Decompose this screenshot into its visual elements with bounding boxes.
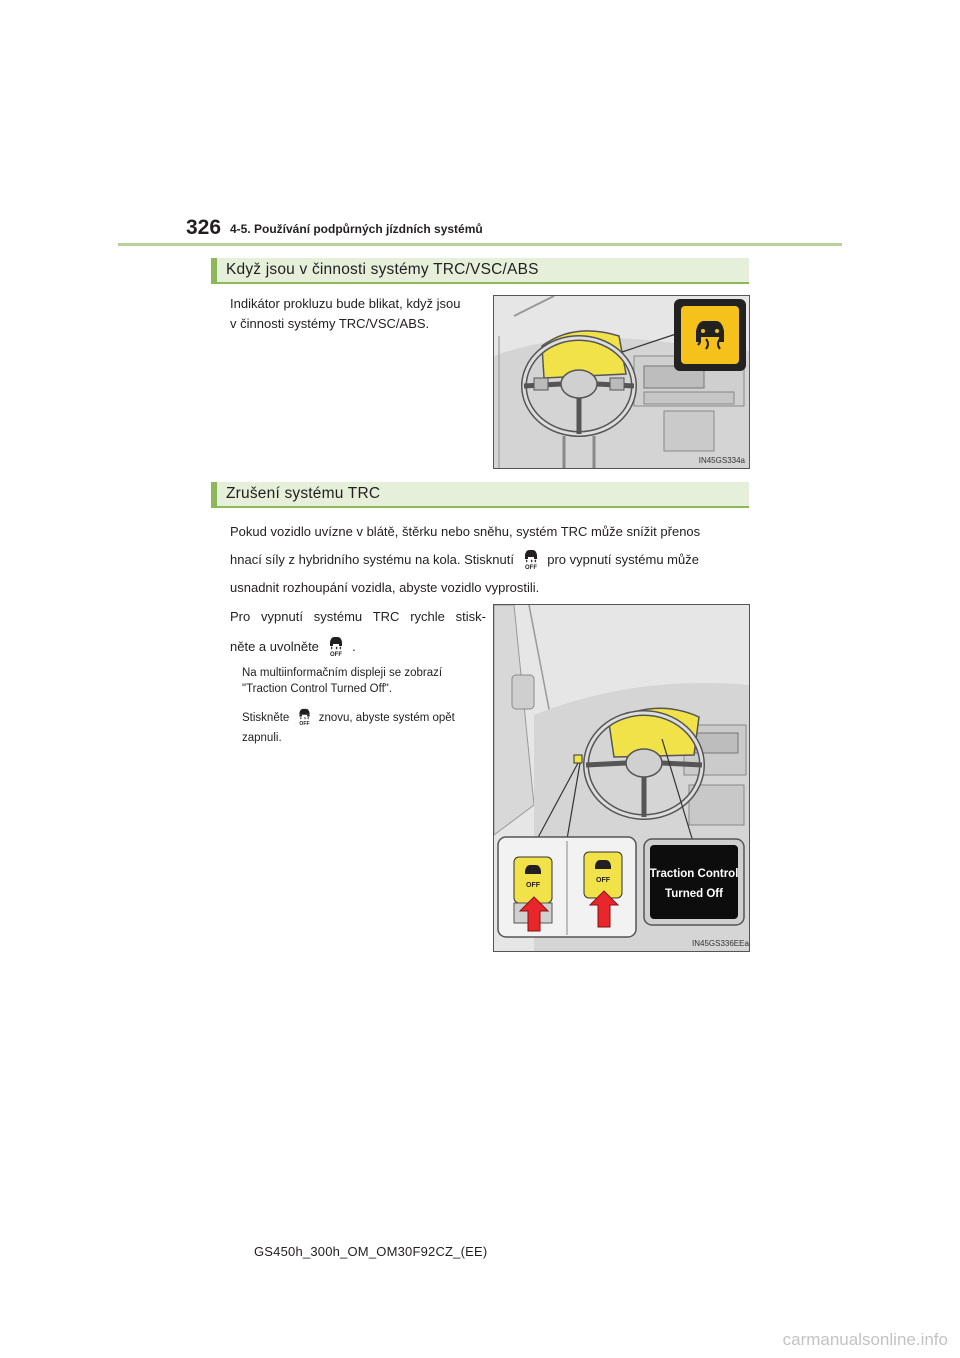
svg-text:OFF: OFF [526,882,540,889]
figure-code: IN45GS336EEa [692,939,749,948]
header-divider [118,243,842,246]
section-heading-text: Zrušení systému TRC [226,485,381,502]
figure-trc-off-procedure [493,604,750,952]
display-message-line1: Traction Control [649,868,739,880]
section2-paragraph-2: Pro vypnutí systému TRC rychle stisk- něte a uvolněte OFF . [230,609,486,657]
vsc-off-button-icon [521,548,541,570]
display-message-line2: Turned Off [665,888,723,900]
footer-model-code: GS450h_300h_OM_OM30F92CZ_(EE) [254,1244,488,1259]
section1-paragraph: Indikátor prokluzu bude blikat, když jsou v činnosti systémy TRC/VSC/ABS. [230,296,461,331]
svg-text:OFF: OFF [329,652,342,657]
note-display-message: Na multiinformačním displeji se zobrazí "Traction Control Turned Off". [242,667,443,695]
section2-paragraph-1: Pokud vozidlo uvízne v blátě, štěrku nebo sněhu, systém TRC může snížit přenos hnací síly z hybridního systému na kola. Stisknutí OFF pro vypnutí systému může usnadnit rozhoupání vozidla, abyste vozidlo vyprostili. [230,524,701,595]
figure-code: IN45GS334a [698,456,745,465]
vsc-off-button-icon [326,635,346,657]
dashboard-illustration-1 [494,296,749,468]
svg-text:OFF: OFF [524,565,537,570]
note-turn-on-again: Stiskněte OFF znovu, abyste systém opět zapnuli. [242,707,455,748]
watermark: carmanualsonline.info [782,1330,948,1349]
page-number: 326 [186,216,222,239]
svg-text:OFF: OFF [596,877,610,884]
section-heading-trc-vsc-abs [211,258,749,284]
figure-slip-indicator [493,295,750,469]
button-released-callout [584,852,622,898]
dashboard-illustration-2 [494,605,749,951]
section-heading-trc-off [211,482,749,508]
svg-text:OFF: OFF [298,721,310,726]
chapter-title: 4-5. Používání podpůrných jízdních systémů [230,222,483,236]
section-heading-text: Když jsou v činnosti systémy TRC/VSC/ABS [226,261,539,278]
vsc-off-button-icon [296,707,313,726]
